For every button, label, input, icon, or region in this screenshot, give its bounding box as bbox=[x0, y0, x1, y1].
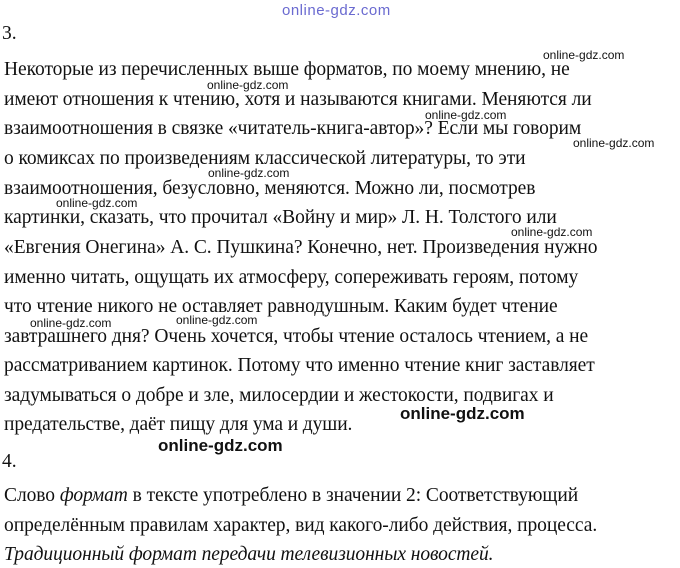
section-number: 3. bbox=[2, 23, 17, 44]
watermark: online-gdz.com bbox=[425, 108, 507, 122]
paragraph-line: Некоторые из перечисленных выше форматов, по моему мнению, не bbox=[4, 59, 570, 80]
paragraph-line: картинки, сказать, что прочитал «Войну и мир» Л. Н. Толстого или bbox=[4, 207, 557, 228]
paragraph-line: взаимоотношения в связке «читатель-книга-автор»? Если мы говорим bbox=[4, 118, 582, 139]
watermark: online-gdz.com bbox=[543, 48, 625, 62]
watermark: online-gdz.com bbox=[158, 436, 283, 455]
paragraph-line: что чтение никого не оставляет равнодушным. Каким будет чтение bbox=[4, 296, 558, 317]
watermark: online-gdz.com bbox=[208, 166, 290, 180]
example-line: Традиционный формат передачи телевизионных новостей. bbox=[4, 544, 494, 565]
section-number: 4. bbox=[2, 451, 17, 472]
paragraph-line: именно читать, ощущать их атмосферу, сопереживать героям, потому bbox=[4, 267, 579, 288]
definition-text: Слово bbox=[4, 485, 60, 506]
watermark: online-gdz.com bbox=[30, 316, 112, 330]
watermark: online-gdz.com bbox=[207, 78, 289, 92]
italic-term: формат bbox=[59, 485, 128, 506]
definition-line bbox=[4, 484, 680, 508]
watermark: online-gdz.com bbox=[176, 313, 258, 327]
watermark: online-gdz.com bbox=[400, 404, 525, 423]
watermark: online-gdz.com bbox=[573, 136, 655, 150]
paragraph-line: задумываться о добре и зле, милосердии и жестокости, подвигах и bbox=[4, 385, 554, 406]
paragraph-line: завтрашнего дня? Очень хочется, чтобы чтение осталось чтением, а не bbox=[4, 326, 589, 347]
paragraph-line: имеют отношения к чтению, хотя и называются книгами. Меняются ли bbox=[4, 89, 592, 110]
paragraph-line: «Евгения Онегина» А. С. Пушкина? Конечно, нет. Произведения нужно bbox=[4, 237, 598, 258]
watermark: online-gdz.com bbox=[511, 225, 593, 239]
definition-line: определённым правилам характер, вид какого-либо действия, процесса. bbox=[4, 515, 598, 536]
definition-text: в тексте употреблено в значении 2: Соответствующий bbox=[127, 485, 579, 506]
watermark-top: online-gdz.com bbox=[282, 2, 391, 19]
paragraph-line: взаимоотношения, безусловно, меняются. Можно ли, посмотрев bbox=[4, 178, 536, 199]
paragraph-line: рассматриванием картинок. Потому что именно чтение книг заставляет bbox=[4, 355, 595, 376]
watermark: online-gdz.com bbox=[56, 196, 138, 210]
paragraph-line: о комиксах по произведениям классической литературы, то эти bbox=[4, 148, 526, 169]
paragraph-line: предательстве, даёт пищу для ума и души. bbox=[4, 414, 353, 435]
